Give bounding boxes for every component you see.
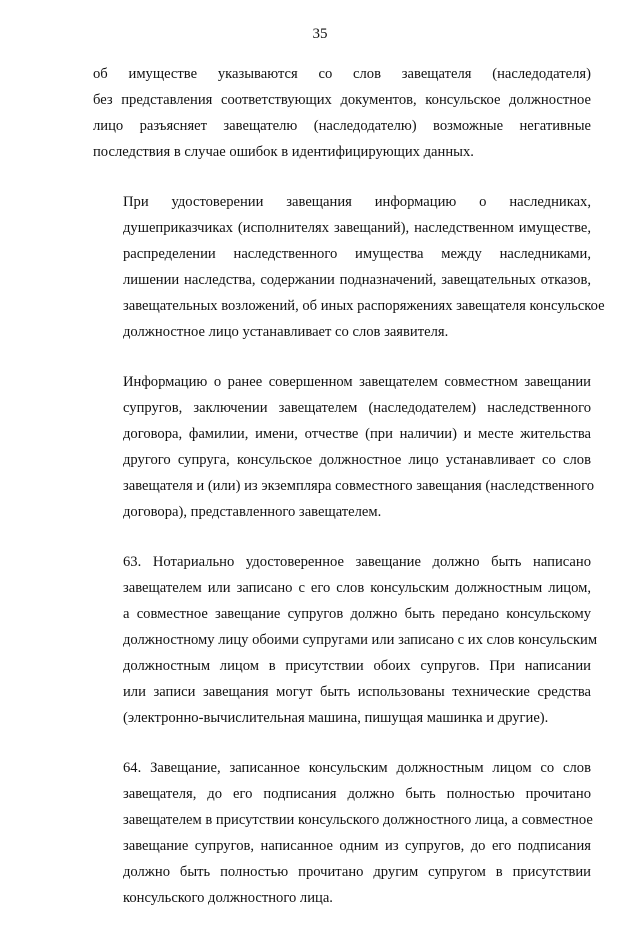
text-line: должностным лицом в присутствии обоих супругов. При написании [123, 658, 591, 674]
text-line: лишении наследства, содержании подназначений, завещательных отказов, [123, 272, 591, 288]
text-line: завещание супругов, написанное одним из супругов, до его подписания [123, 838, 591, 854]
text-line: завещателем в присутствии консульского должностного лица, а совместное [123, 812, 593, 828]
text-line: завещателем или записано с его слов консульским должностным лицом, [123, 580, 591, 596]
paragraph [93, 755, 591, 911]
text-line: последствия в случае ошибок в идентифицирующих данных. [93, 144, 474, 160]
text-line: консульского должностного лица. [123, 890, 333, 906]
text-line: При удостоверении завещания информацию о наследниках, [123, 194, 591, 210]
text-line: завещательных возложений, об иных распоряжениях завещателя консульское [123, 298, 605, 314]
text-line: душеприказчиках (исполнителях завещаний), наследственном имуществе, [123, 220, 591, 236]
text-line: 63. Нотариально удостоверенное завещание должно быть написано [123, 554, 591, 570]
text-line: должностному лицу обоими супругами или записано с их слов консульским [123, 632, 598, 648]
page-number: 35 [312, 26, 328, 42]
text-line: лицо разъясняет завещателю (наследодателю) возможные негативные [93, 118, 591, 134]
text-line: распределении наследственного имущества между наследниками, [123, 246, 591, 262]
text-line: (электронно-вычислительная машина, пишущая машинка и другие). [123, 710, 549, 726]
text-line: договора), представленного завещателем. [123, 504, 382, 520]
text-line: Информацию о ранее совершенном завещателем совместном завещании [123, 374, 591, 390]
paragraph [93, 61, 591, 165]
text-line: должностное лицо устанавливает со слов заявителя. [123, 324, 449, 340]
paragraph [93, 189, 605, 345]
text-line: завещателя, до его подписания должно быть полностью прочитано [123, 786, 591, 802]
text-line: 64. Завещание, записанное консульским должностным лицом со слов [123, 760, 591, 776]
paragraph [93, 369, 595, 525]
text-line: завещателя и (или) из экземпляра совместного завещания (наследственного [123, 478, 595, 494]
paragraph [93, 549, 598, 731]
text-line: должно быть полностью прочитано другим супругом в присутствии [123, 864, 591, 880]
text-line: без представления соответствующих документов, консульское должностное [93, 92, 591, 108]
text-line: договора, фамилии, имени, отчестве (при наличии) и месте жительства [123, 426, 591, 442]
text-line: другого супруга, консульское должностное лицо устанавливает со слов [123, 452, 591, 468]
text-line: об имуществе указываются со слов завещателя (наследодателя) [93, 66, 591, 82]
text-line: супругов, заключении завещателем (наследодателем) наследственного [123, 400, 591, 416]
text-line: или записи завещания могут быть использованы технические средства [123, 684, 591, 700]
document-body [93, 61, 605, 935]
text-line: а совместное завещание супругов должно быть передано консульскому [123, 606, 591, 622]
